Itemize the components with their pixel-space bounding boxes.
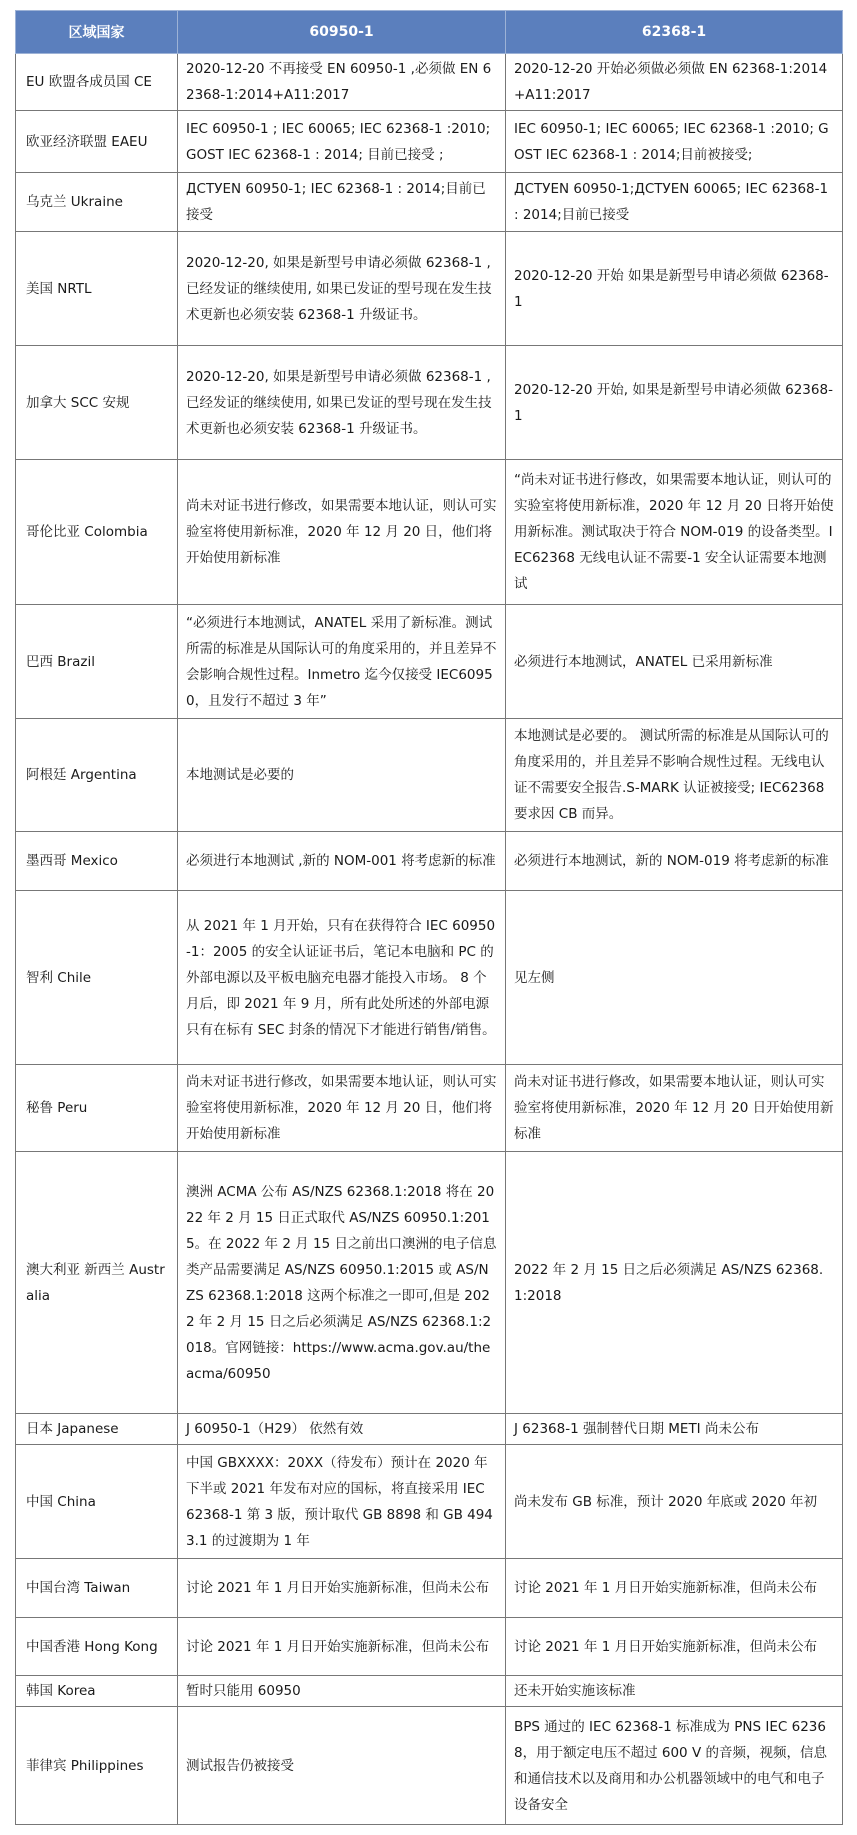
table-row (16, 232, 843, 346)
cell-62368: 还未开始实施该标准 (506, 1676, 843, 1707)
cell-60950: 尚未对证书进行修改，如果需要本地认证，则认可实验室将使用新标准，2020 年 12 月 20 日，他们将开始使用新标准 (178, 460, 506, 605)
table-row (16, 1559, 843, 1618)
cell-62368: 本地测试是必要的。 测试所需的标准是从国际认可的角度采用的，并且差异不影响合规性过程。无线电认证不需要安全报告.S-MARK 认证被接受; IEC62368 要求因 CB 而异。 (506, 719, 843, 832)
header-row (16, 11, 843, 54)
table-row (16, 1065, 843, 1152)
country-cell: 哥伦比亚 Colombia (16, 460, 178, 605)
table-row (16, 891, 843, 1065)
header-region: 区域国家 (16, 11, 178, 54)
country-cell: 巴西 Brazil (16, 605, 178, 719)
cell-60950: 本地测试是必要的 (178, 719, 506, 832)
country-cell: 秘鲁 Peru (16, 1065, 178, 1152)
cell-60950: 2020-12-20, 如果是新型号申请必须做 62368-1 , 已经发证的继续使用, 如果已发证的型号现在发生技术更新也必须安装 62368-1 升级证书。 (178, 346, 506, 460)
table-row (16, 173, 843, 232)
table-row (16, 719, 843, 832)
cell-62368: J 62368-1 强制替代日期 METI 尚未公布 (506, 1414, 843, 1445)
country-cell: 菲律宾 Philippines (16, 1707, 178, 1825)
cell-60950: 2020-12-20, 如果是新型号申请必须做 62368-1 , 已经发证的继续使用, 如果已发证的型号现在发生技术更新也必须安装 62368-1 升级证书。 (178, 232, 506, 346)
cell-60950: 暂时只能用 60950 (178, 1676, 506, 1707)
table-row (16, 346, 843, 460)
header-60950: 60950-1 (178, 11, 506, 54)
standards-table-container (15, 10, 842, 1825)
cell-62368: 2020-12-20 开始必须做必须做 EN 62368-1:2014+A11:2017 (506, 54, 843, 111)
cell-62368: 必须进行本地测试，新的 NOM-019 将考虑新的标准 (506, 832, 843, 891)
cell-60950: 中国 GBXXXX：20XX（待发布）预计在 2020 年下半或 2021 年发布对应的国标，将直接采用 IEC 62368-1 第 3 版，预计取代 GB 8898 和 GB 4943.1 的过渡期为 1 年 (178, 1445, 506, 1559)
country-cell: EU 欧盟各成员国 CE (16, 54, 178, 111)
header-62368: 62368-1 (506, 11, 843, 54)
country-cell: 加拿大 SCC 安规 (16, 346, 178, 460)
table-row (16, 1445, 843, 1559)
country-cell: 墨西哥 Mexico (16, 832, 178, 891)
cell-60950: 讨论 2021 年 1 月日开始实施新标准，但尚未公布 (178, 1618, 506, 1676)
cell-60950: ДСТУEN 60950-1; IEC 62368-1 : 2014;目前已接受 (178, 173, 506, 232)
cell-60950: “必须进行本地测试，ANATEL 采用了新标准。测试所需的标准是从国际认可的角度采用的，并且差异不会影响合规性过程。Inmetro 迄今仅接受 IEC60950，且发行不超过 3 年” (178, 605, 506, 719)
cell-62368: ДСТУEN 60950-1;ДСТУEN 60065; IEC 62368-1 : 2014;目前已接受 (506, 173, 843, 232)
cell-62368: 讨论 2021 年 1 月日开始实施新标准，但尚未公布 (506, 1618, 843, 1676)
country-cell: 韩国 Korea (16, 1676, 178, 1707)
cell-60950: 尚未对证书进行修改，如果需要本地认证，则认可实验室将使用新标准，2020 年 12 月 20 日，他们将开始使用新标准 (178, 1065, 506, 1152)
country-cell: 澳大利亚 新西兰 Australia (16, 1152, 178, 1414)
country-cell: 阿根廷 Argentina (16, 719, 178, 832)
cell-62368: 2022 年 2 月 15 日之后必须满足 AS/NZS 62368.1:2018 (506, 1152, 843, 1414)
table-row (16, 1414, 843, 1445)
table-row (16, 460, 843, 605)
cell-60950: J 60950-1（H29） 依然有效 (178, 1414, 506, 1445)
table-row (16, 1152, 843, 1414)
country-cell: 中国 China (16, 1445, 178, 1559)
cell-62368: 尚未发布 GB 标准，预计 2020 年底或 2020 年初 (506, 1445, 843, 1559)
country-cell: 乌克兰 Ukraine (16, 173, 178, 232)
table-row (16, 605, 843, 719)
country-cell: 美国 NRTL (16, 232, 178, 346)
country-cell: 中国香港 Hong Kong (16, 1618, 178, 1676)
cell-62368: “尚未对证书进行修改，如果需要本地认证，则认可的实验室将使用新标准，2020 年 12 月 20 日将开始使用新标准。测试取决于符合 NOM-019 的设备类型。IEC62368 无线电认证不需要-1 安全认证需要本地测试 (506, 460, 843, 605)
cell-62368: 2020-12-20 开始 如果是新型号申请必须做 62368-1 (506, 232, 843, 346)
cell-60950: 2020-12-20 不再接受 EN 60950-1 ,必须做 EN 62368-1:2014+A11:2017 (178, 54, 506, 111)
cell-60950: 从 2021 年 1 月开始，只有在获得符合 IEC 60950-1：2005 的安全认证证书后，笔记本电脑和 PC 的外部电源以及平板电脑充电器才能投入市场。 8 个月后，即 2021 年 9 月，所有此处所述的外部电源只有在标有 SEC 封条的情况下才能进行销售/销售。 (178, 891, 506, 1065)
table-row (16, 111, 843, 173)
country-cell: 中国台湾 Taiwan (16, 1559, 178, 1618)
cell-62368: 见左侧 (506, 891, 843, 1065)
cell-60950: 澳洲 ACMA 公布 AS/NZS 62368.1:2018 将在 2022 年 2 月 15 日正式取代 AS/NZS 60950.1:2015。在 2022 年 2 月 15 日之前出口澳洲的电子信息类产品需要满足 AS/NZS 60950.1:2015 或 AS/NZS 62368.1:2018 这两个标准之一即可,但是 2022 年 2 月 15 日之后必须满足 AS/NZS 62368.1:2018。官网链接：https://www.acma.gov.au/theacma/60950 (178, 1152, 506, 1414)
cell-62368: 讨论 2021 年 1 月日开始实施新标准，但尚未公布 (506, 1559, 843, 1618)
cell-60950: 讨论 2021 年 1 月日开始实施新标准，但尚未公布 (178, 1559, 506, 1618)
standards-table (15, 10, 843, 1825)
cell-62368: 2020-12-20 开始, 如果是新型号申请必须做 62368-1 (506, 346, 843, 460)
cell-62368: BPS 通过的 IEC 62368-1 标准成为 PNS IEC 62368，用于额定电压不超过 600 V 的音频，视频，信息和通信技术以及商用和办公机器领域中的电气和电子设备安全 (506, 1707, 843, 1825)
table-row (16, 1618, 843, 1676)
table-row (16, 1707, 843, 1825)
cell-60950: IEC 60950-1 ; IEC 60065; IEC 62368-1 :2010; GOST IEC 62368-1 : 2014; 目前已接受 ; (178, 111, 506, 173)
cell-60950: 测试报告仍被接受 (178, 1707, 506, 1825)
table-row (16, 1676, 843, 1707)
cell-62368: IEC 60950-1; IEC 60065; IEC 62368-1 :2010; GOST IEC 62368-1 : 2014;目前被接受; (506, 111, 843, 173)
country-cell: 智利 Chile (16, 891, 178, 1065)
country-cell: 日本 Japanese (16, 1414, 178, 1445)
cell-62368: 必须进行本地测试，ANATEL 已采用新标准 (506, 605, 843, 719)
cell-62368: 尚未对证书进行修改，如果需要本地认证，则认可实验室将使用新标准，2020 年 12 月 20 日开始使用新标准 (506, 1065, 843, 1152)
cell-60950: 必须进行本地测试 ,新的 NOM-001 将考虑新的标准 (178, 832, 506, 891)
table-row (16, 832, 843, 891)
table-row (16, 54, 843, 111)
country-cell: 欧亚经济联盟 EAEU (16, 111, 178, 173)
